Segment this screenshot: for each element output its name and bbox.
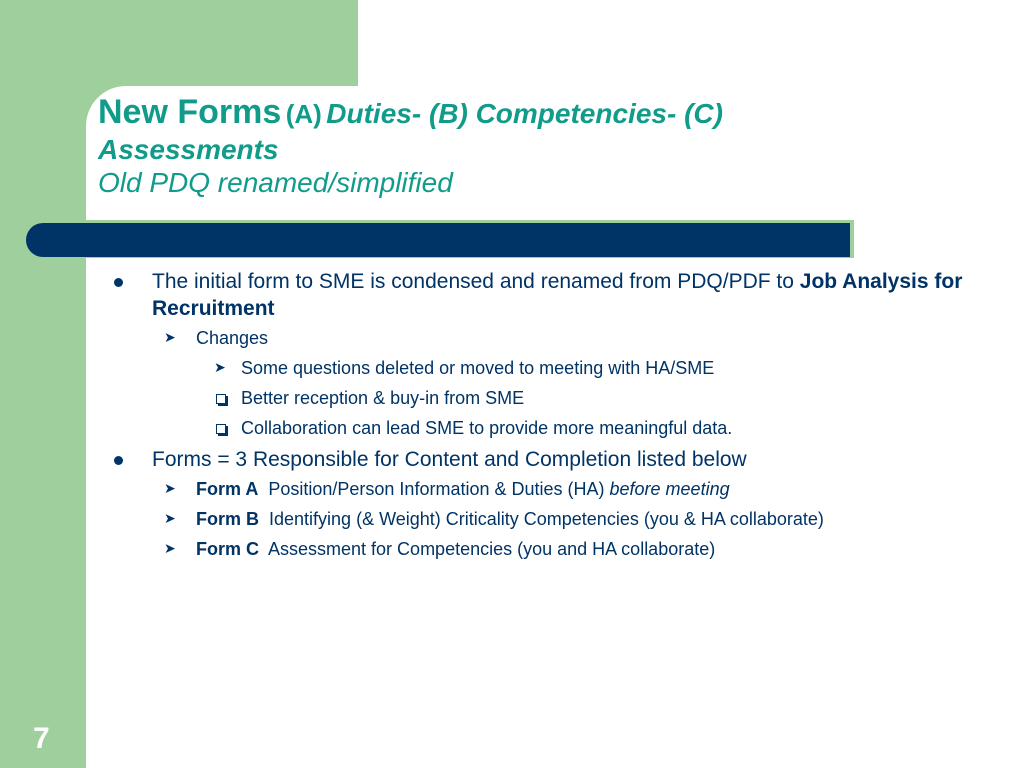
top-green-band bbox=[86, 0, 358, 86]
left-green-band bbox=[0, 0, 86, 768]
form-c-item bbox=[110, 537, 1010, 561]
title-underline-bar bbox=[26, 223, 850, 257]
bullet-2 bbox=[110, 446, 1010, 473]
form-b-text: Identifying (& Weight) Criticality Competencies (you & HA collaborate) bbox=[269, 509, 824, 529]
slide-subtitle: Old PDQ renamed/simplified bbox=[98, 167, 453, 199]
bullet-dot-icon bbox=[114, 456, 123, 465]
slide-content bbox=[110, 268, 1010, 567]
sub-sub-bullet-1 bbox=[110, 356, 1010, 380]
form-a-label: Form A bbox=[196, 479, 259, 499]
slide-title bbox=[98, 92, 898, 200]
form-c-text: Assessment for Competencies (you and HA collaborate) bbox=[268, 539, 716, 559]
title-part-1: New Forms bbox=[98, 93, 282, 131]
square-bullet-icon bbox=[216, 394, 226, 404]
arrow-bullet-icon: ➤ bbox=[164, 510, 176, 526]
sub-sub-bullet-text: Collaboration can lead SME to provide more meaningful data. bbox=[241, 418, 733, 438]
title-part-2: (A) bbox=[285, 99, 322, 129]
arrow-bullet-icon: ➤ bbox=[164, 540, 176, 556]
bullet-dot-icon bbox=[114, 278, 123, 287]
sub-sub-bullet-3 bbox=[110, 416, 1010, 440]
page-number: 7 bbox=[33, 722, 50, 755]
form-a-text: Position/Person Information & Duties (HA) bbox=[268, 479, 605, 499]
sub-sub-bullet-2 bbox=[110, 386, 1010, 410]
arrow-bullet-icon: ➤ bbox=[214, 359, 226, 375]
bullet-1-bold: Job Analysis for Recruitment bbox=[152, 270, 963, 320]
arrow-bullet-icon: ➤ bbox=[164, 329, 176, 345]
form-b-item bbox=[110, 507, 1010, 531]
form-a-item bbox=[110, 477, 1010, 501]
form-a-italic: before meeting bbox=[609, 479, 730, 499]
sub-bullet-changes bbox=[110, 326, 1010, 350]
sub-sub-bullet-text: Some questions deleted or moved to meeting with HA/SME bbox=[241, 358, 715, 378]
form-c-label: Form C bbox=[196, 539, 259, 559]
bullet-1 bbox=[110, 268, 1010, 322]
bullet-2-text: Forms = 3 Responsible for Content and Completion listed below bbox=[152, 448, 747, 471]
title-part-3: Duties- (B) Competencies- (C) Assessments bbox=[98, 98, 723, 165]
square-bullet-icon bbox=[216, 424, 226, 434]
form-b-label: Form B bbox=[196, 509, 259, 529]
sub-bullet-text: Changes bbox=[196, 328, 269, 348]
arrow-bullet-icon: ➤ bbox=[164, 480, 176, 496]
sub-sub-bullet-text: Better reception & buy-in from SME bbox=[241, 388, 525, 408]
bullet-1-text: The initial form to SME is condensed and renamed from PDQ/PDF to bbox=[152, 270, 800, 293]
